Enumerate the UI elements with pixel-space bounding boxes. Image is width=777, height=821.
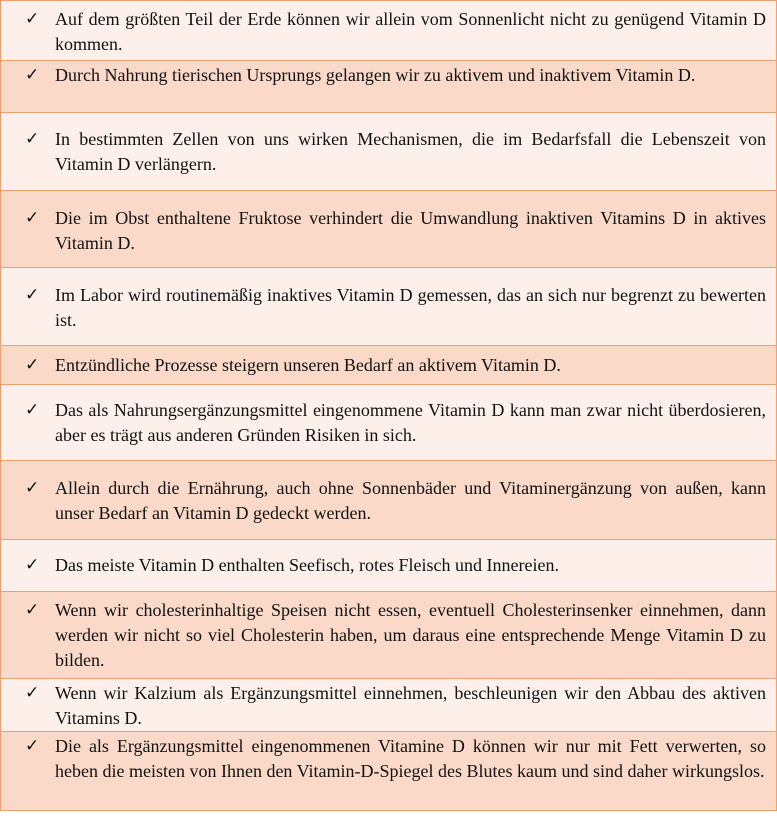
checkmark-icon: ✓ bbox=[25, 208, 40, 228]
checkmark-icon: ✓ bbox=[25, 65, 40, 85]
statement-text: Die im Obst enthaltene Fruktose verhindert die Umwandlung inaktiven Vitamins D in aktives Vitamin D. bbox=[55, 208, 766, 253]
checkmark-icon: ✓ bbox=[25, 129, 40, 149]
statement-text: Die als Ergänzungsmittel eingenommenen Vitamine D können wir nur mit Fett verwerten, so heben die meisten von Ihnen den Vitamin-D-Spiegel des Blutes kaum und sind daher wirkungslos. bbox=[55, 736, 766, 781]
statement-text: Das als Nahrungsergänzungsmittel eingenommene Vitamin D kann man zwar nicht überdosieren, aber es trägt aus anderen Gründen Risiken in sich. bbox=[55, 400, 766, 445]
checkmark-icon: ✓ bbox=[25, 478, 40, 498]
checkmark-icon: ✓ bbox=[25, 285, 40, 305]
checkmark-icon: ✓ bbox=[25, 736, 40, 756]
statement-text: Wenn wir Kalzium als Ergänzungsmittel einnehmen, beschleunigen wir den Abbau des aktiven Vitamins D. bbox=[55, 683, 766, 728]
statement-text: Auf dem größten Teil der Erde können wir allein vom Sonnenlicht nicht zu genügend Vitamin D kommen. bbox=[55, 9, 766, 54]
table-row bbox=[1, 539, 776, 591]
table-row bbox=[1, 190, 776, 267]
statement-text: Wenn wir cholesterinhaltige Speisen nicht essen, eventuell Cholesterinsenker einnehmen, dann werden wir nicht so viel Cholesterin haben, um daraus eine entsprechende Menge Vitamin D zu bilden. bbox=[55, 600, 766, 670]
table-row bbox=[1, 678, 776, 731]
table-row bbox=[1, 460, 776, 539]
table-row bbox=[1, 60, 776, 112]
statement-text: Durch Nahrung tierischen Ursprungs gelangen wir zu aktivem und inaktivem Vitamin D. bbox=[55, 65, 696, 85]
checkmark-icon: ✓ bbox=[25, 400, 40, 420]
statement-text: Das meiste Vitamin D enthalten Seefisch, rotes Fleisch und Innereien. bbox=[55, 555, 559, 575]
table-row bbox=[1, 591, 776, 678]
statement-text: Allein durch die Ernährung, auch ohne Sonnenbäder und Vitaminergänzung von außen, kann unser Bedarf an Vitamin D gedeckt werden. bbox=[55, 478, 766, 523]
statement-text: Entzündliche Prozesse steigern unseren Bedarf an aktivem Vitamin D. bbox=[55, 355, 561, 375]
table-row bbox=[1, 345, 776, 384]
checkmark-icon: ✓ bbox=[25, 355, 40, 375]
table-row bbox=[1, 267, 776, 345]
checkmark-icon: ✓ bbox=[25, 9, 40, 29]
statement-text: In bestimmten Zellen von uns wirken Mechanismen, die im Bedarfsfall die Lebenszeit von Vitamin D verlängern. bbox=[55, 129, 766, 174]
checkmark-icon: ✓ bbox=[25, 555, 40, 575]
table-row bbox=[1, 112, 776, 190]
statement-text: Im Labor wird routinemäßig inaktives Vitamin D gemessen, das an sich nur begrenzt zu bewerten ist. bbox=[55, 285, 766, 330]
checkmark-icon: ✓ bbox=[25, 600, 40, 620]
table-row bbox=[1, 731, 776, 810]
table-row bbox=[1, 384, 776, 460]
table-row bbox=[1, 1, 776, 60]
checkmark-icon: ✓ bbox=[25, 683, 40, 703]
